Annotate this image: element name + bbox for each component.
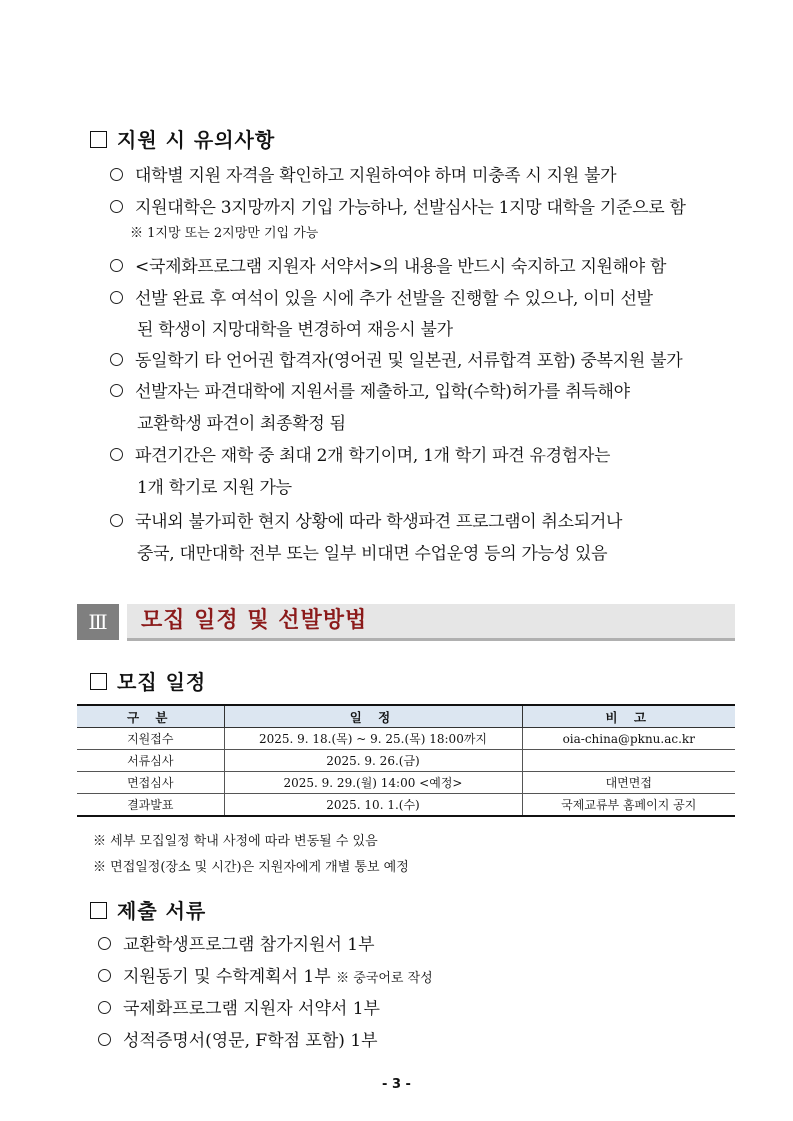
list-item-continuation: 중국, 대만대학 전부 또는 일부 비대면 수업운영 등의 가능성 있음 <box>137 544 608 564</box>
chapter-title: 모집 일정 및 선발방법 <box>141 608 368 633</box>
chapter-title-bar <box>127 604 735 641</box>
circle-bullet-icon <box>98 1033 111 1046</box>
list-note: ※ 1지망 또는 2지망만 기입 가능 <box>130 226 319 241</box>
section-title: 제출 서류 <box>117 899 207 923</box>
table-cell: 2025. 9. 26.(금) <box>224 750 522 772</box>
table-cell: 국제교류부 홈페이지 공지 <box>522 794 735 817</box>
document-item: 국제화프로그램 지원자 서약서 1부 <box>98 994 380 1019</box>
section-heading-precautions <box>90 124 275 153</box>
circle-bullet-icon <box>110 168 123 181</box>
page-number: - 3 - <box>382 1077 411 1092</box>
list-item: <국제화프로그램 지원자 서약서>의 내용을 반드시 숙지하고 지원해야 함 <box>110 252 666 277</box>
schedule-table <box>77 704 735 817</box>
list-item: 선발 완료 후 여석이 있을 시에 추가 선발을 진행할 수 있으나, 이미 선발 <box>110 284 653 309</box>
list-item-continuation: 교환학생 파견이 최종확정 됨 <box>137 414 346 434</box>
list-item: 국내외 불가피한 현지 상황에 따라 학생파견 프로그램이 취소되거나 <box>110 507 622 532</box>
list-item: 지원대학은 3지망까지 기입 가능하나, 선발심사는 1지망 대학을 기준으로 함 <box>110 193 686 218</box>
circle-bullet-icon <box>110 514 123 527</box>
section-title: 지원 시 유의사항 <box>117 128 276 152</box>
document-item: 지원동기 및 수학계획서 1부 ※ 중국어로 작성 <box>98 962 433 987</box>
column-header: 구 분 <box>77 705 224 728</box>
table-row <box>77 772 735 794</box>
circle-bullet-icon <box>110 353 123 366</box>
circle-bullet-icon <box>98 1001 111 1014</box>
circle-bullet-icon <box>110 259 123 272</box>
circle-bullet-icon <box>110 384 123 397</box>
list-item: 선발자는 파견대학에 지원서를 제출하고, 입학(수학)허가를 취득해야 <box>110 377 630 402</box>
section-heading-documents <box>90 895 206 924</box>
section-heading-schedule <box>90 666 206 695</box>
table-cell: 2025. 9. 18.(목) ~ 9. 25.(목) 18:00까지 <box>224 728 522 750</box>
checkbox-square-icon <box>90 131 107 148</box>
table-cell: 서류심사 <box>77 750 224 772</box>
table-cell <box>522 750 735 772</box>
document-item: 성적증명서(영문, F학점 포함) 1부 <box>98 1026 378 1051</box>
circle-bullet-icon <box>110 291 123 304</box>
checkbox-square-icon <box>90 673 107 690</box>
table-cell: 2025. 10. 1.(수) <box>224 794 522 817</box>
table-header-row <box>77 705 735 728</box>
list-item: 파견기간은 재학 중 최대 2개 학기이며, 1개 학기 파견 유경험자는 <box>110 441 610 466</box>
table-cell-email: oia-china@pknu.ac.kr <box>522 728 735 750</box>
table-cell: 면접심사 <box>77 772 224 794</box>
section-title: 모집 일정 <box>117 670 207 694</box>
circle-bullet-icon <box>98 937 111 950</box>
table-cell: 2025. 9. 29.(월) 14:00 <예정> <box>224 772 522 794</box>
list-item-continuation: 1개 학기로 지원 가능 <box>137 478 292 498</box>
schedule-note: ※ 세부 모집일정 학내 사정에 따라 변동될 수 있음 <box>93 834 378 849</box>
chapter-numeral: Ⅲ <box>77 604 119 640</box>
list-item: 동일학기 타 언어권 합격자(영어권 및 일본권, 서류합격 포함) 중복지원 불가 <box>110 346 682 371</box>
table-cell: 대면면접 <box>522 772 735 794</box>
table-cell: 지원접수 <box>77 728 224 750</box>
circle-bullet-icon <box>110 200 123 213</box>
chapter-heading-band <box>77 604 735 640</box>
table-row <box>77 750 735 772</box>
table-row <box>77 728 735 750</box>
circle-bullet-icon <box>110 448 123 461</box>
column-header: 일 정 <box>224 705 522 728</box>
checkbox-square-icon <box>90 902 107 919</box>
column-header: 비 고 <box>522 705 735 728</box>
list-item-continuation: 된 학생이 지망대학을 변경하여 재응시 불가 <box>137 320 453 340</box>
table-row <box>77 794 735 817</box>
table-cell: 결과발표 <box>77 794 224 817</box>
document-note: ※ 중국어로 작성 <box>336 971 433 986</box>
list-item: 대학별 지원 자격을 확인하고 지원하여야 하며 미충족 시 지원 불가 <box>110 161 616 186</box>
document-item: 교환학생프로그램 참가지원서 1부 <box>98 930 375 955</box>
schedule-note: ※ 면접일정(장소 및 시간)은 지원자에게 개별 통보 예정 <box>93 860 409 875</box>
circle-bullet-icon <box>98 969 111 982</box>
